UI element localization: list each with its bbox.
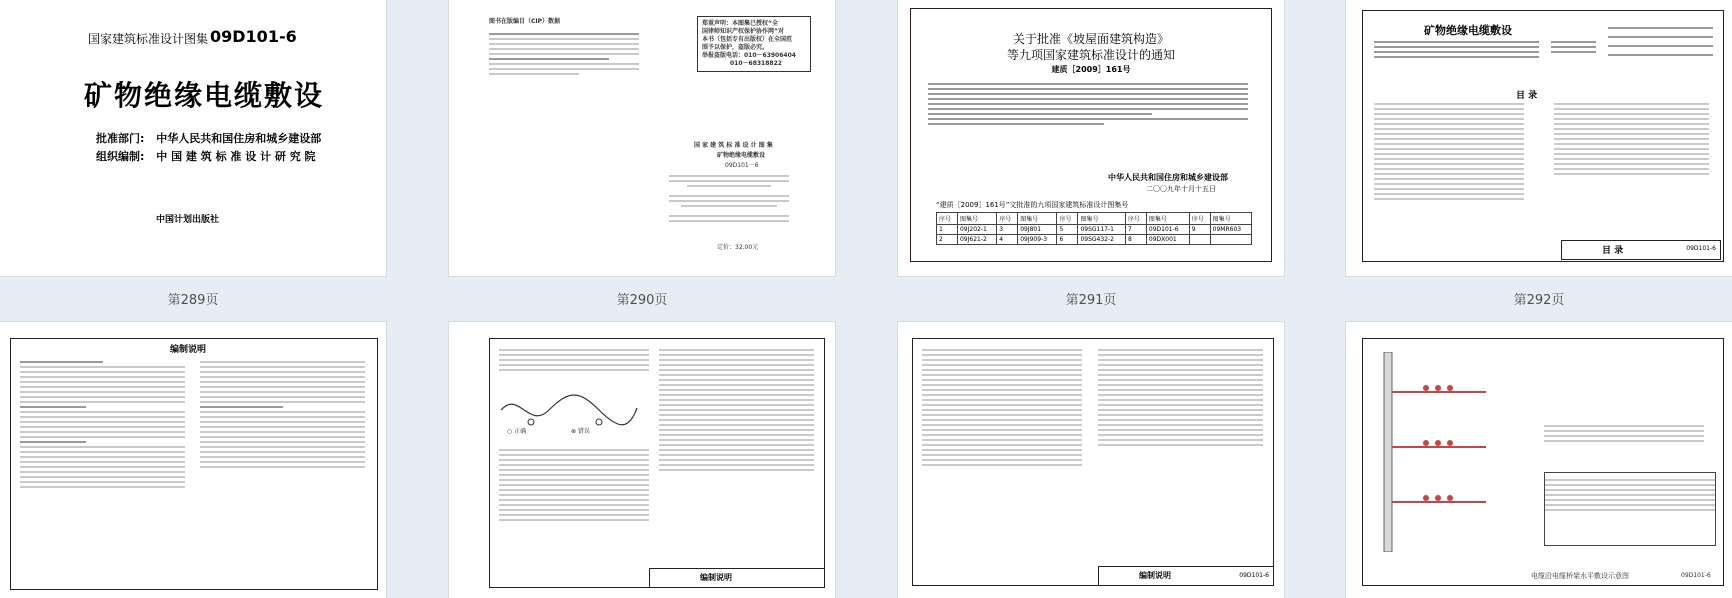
cip-text-block <box>489 30 639 78</box>
piracy-line: 本书（包括专有出版权）在全国范 <box>702 36 793 43</box>
table-cell <box>1189 235 1210 245</box>
piracy-line: 举报盗版电话：010－63906404 <box>702 52 796 59</box>
text-column-left-lower <box>499 446 649 524</box>
table-cell: 图集号 <box>1210 213 1251 225</box>
table-cell: 4 <box>997 235 1018 245</box>
toc-right-column <box>1554 100 1709 178</box>
materials-table <box>1544 472 1716 546</box>
approve-value: 中华人民共和国住房和城乡建设部 <box>156 132 322 145</box>
signature-block <box>1608 24 1713 59</box>
text-column-right <box>659 346 814 474</box>
piracy-line: 围予以保护，盗版必究。 <box>702 44 769 51</box>
table-cell: 6 <box>1057 235 1078 245</box>
table-cell: 8 <box>1125 235 1146 245</box>
center-title: 国 家 建 筑 标 准 设 计 图 集 <box>694 142 773 149</box>
text-column-left <box>20 358 185 491</box>
table-cell: 序号 <box>1189 213 1210 225</box>
table-cell: 序号 <box>937 213 958 225</box>
piracy-line: 010－68318822 <box>730 60 782 67</box>
table-cell: 7 <box>1125 225 1146 235</box>
title-block-code: 09D101-6 <box>1686 245 1716 252</box>
table-cell: 5 <box>1057 225 1078 235</box>
title-block <box>1561 240 1721 260</box>
header-info-mid <box>1551 38 1596 56</box>
title-block-code: 09D101-6 <box>1239 572 1269 579</box>
table-cell: 2 <box>937 235 958 245</box>
notice-title-1: 关于批准《坡屋面建筑构造》 <box>1012 32 1169 46</box>
issue-date: 二〇〇九年十月十五日 <box>1146 185 1216 193</box>
piracy-line: 国律师知识产权保护协作网”对 <box>702 28 784 35</box>
document-number: 建质［2009］161号 <box>1051 65 1131 74</box>
cable-bend-diagram <box>499 390 639 430</box>
table-cell: 09MR603 <box>1210 225 1251 235</box>
title-block-label: 编制说明 <box>1139 571 1171 580</box>
table-title: “建质［2009］161号”文批准的九项国家建筑标准设计图集号 <box>936 201 1129 209</box>
page-thumbnail-296[interactable] <box>1346 322 1732 598</box>
page-thumbnail-295[interactable] <box>898 322 1284 598</box>
table-cell: 09J202-1 <box>957 225 996 235</box>
drawing-code: 09D101-6 <box>1681 572 1711 579</box>
text-column-right <box>1098 346 1263 449</box>
piracy-notice-box <box>697 16 811 72</box>
page-thumbnail-290[interactable] <box>449 0 835 276</box>
standards-table <box>936 212 1252 245</box>
page-thumbnail-291[interactable] <box>898 0 1284 276</box>
price-label: 定价：32.00元 <box>717 244 759 251</box>
page-caption-289[interactable]: 第289页 <box>167 293 219 308</box>
notice-body <box>928 80 1248 128</box>
table-cell: 图集号 <box>1018 213 1057 225</box>
legend-wrong: ⊗ 错误 <box>571 428 590 435</box>
table-row <box>937 235 1252 245</box>
cover-code: 09D101-6 <box>210 27 297 46</box>
center-code: 09D101－6 <box>725 162 759 169</box>
sheet-title: 矿物绝缘电缆敷设 <box>1424 24 1512 37</box>
drawing-caption: 电缆沿电缆桥架水平敷设示意图 <box>1531 572 1629 580</box>
page-thumbnail-294[interactable] <box>449 322 835 598</box>
series-label: 国家建筑标准设计图集 <box>88 32 209 46</box>
issuer: 中华人民共和国住房和城乡建设部 <box>1108 173 1228 182</box>
notice-title-2: 等九项国家建筑标准设计的通知 <box>1006 48 1175 62</box>
title-block-label: 目 录 <box>1602 246 1624 256</box>
table-cell: 09DX001 <box>1146 235 1189 245</box>
table-cell: 图集号 <box>1078 213 1126 225</box>
toc-heading: 目 录 <box>1516 91 1538 101</box>
table-cell: 序号 <box>997 213 1018 225</box>
table-cell: 09J621-2 <box>957 235 996 245</box>
table-cell: 09SG432-2 <box>1078 235 1126 245</box>
page-thumbnail-293[interactable] <box>0 322 386 598</box>
page-caption-292[interactable]: 第292页 <box>1513 293 1565 308</box>
header-info-left <box>1374 38 1539 61</box>
table-cell: 09D101-6 <box>1146 225 1189 235</box>
table-cell: 1 <box>937 225 958 235</box>
compile-value: 中 国 建 筑 标 准 设 计 研 究 院 <box>156 150 316 163</box>
title-block-label: 编制说明 <box>700 573 732 582</box>
cip-heading: 图书在版编目（CIP）数据 <box>489 18 561 25</box>
table-cell: 3 <box>997 225 1018 235</box>
notes-block <box>1544 422 1704 445</box>
table-cell: 图集号 <box>957 213 996 225</box>
table-cell: 9 <box>1189 225 1210 235</box>
legend-correct: ○ 正确 <box>507 428 527 435</box>
cover-title: 矿物绝缘电缆敷设 <box>84 79 325 112</box>
table-row <box>937 213 1252 225</box>
compile-label: 组织编制: <box>96 150 145 163</box>
toc-left-column <box>1374 100 1524 203</box>
page-thumbnail-289[interactable] <box>0 0 386 276</box>
page-thumbnail-292[interactable] <box>1346 0 1732 276</box>
text-column-left <box>922 346 1082 469</box>
table-cell: 09SG117-1 <box>1078 225 1126 235</box>
table-cell: 09J909-3 <box>1018 235 1057 245</box>
table-cell: 序号 <box>1125 213 1146 225</box>
text-column-left <box>499 346 649 374</box>
table-row <box>937 225 1252 235</box>
piracy-line: 郑重声明：本图集已授权“全 <box>702 20 778 27</box>
text-column-right <box>200 358 365 471</box>
table-cell: 图集号 <box>1146 213 1189 225</box>
page-caption-290[interactable]: 第290页 <box>616 293 668 308</box>
publisher: 中国计划出版社 <box>156 215 220 225</box>
table-cell: 09J801 <box>1018 225 1057 235</box>
title-block <box>1098 566 1274 586</box>
title-block <box>649 568 825 588</box>
table-cell: 序号 <box>1057 213 1078 225</box>
center-subtitle: 矿物绝缘电缆敷设 <box>717 152 766 159</box>
section-title: 编制说明 <box>170 345 207 355</box>
cable-tray-diagram <box>1376 352 1496 552</box>
table-cell <box>1210 235 1251 245</box>
approve-label: 批准部门: <box>96 132 145 145</box>
page-caption-291[interactable]: 第291页 <box>1065 293 1117 308</box>
publication-info-block <box>669 172 789 225</box>
